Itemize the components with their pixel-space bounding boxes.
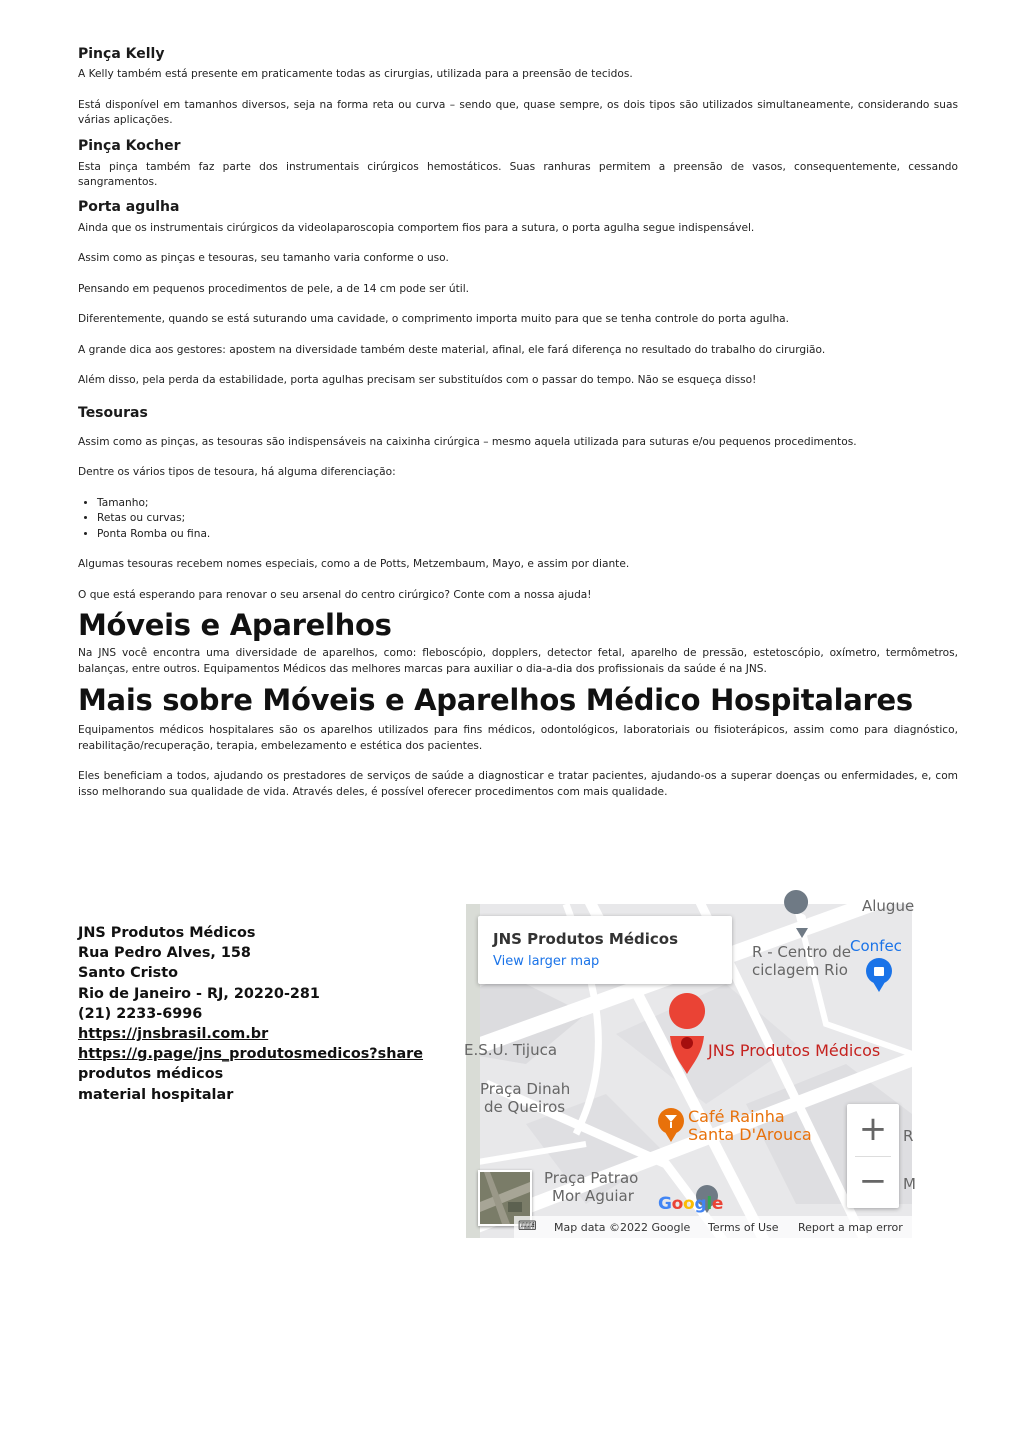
map-info-card	[478, 916, 732, 984]
porta-paragraph-3: Pensando em pequenos procedimentos de pele, a de 14 cm pode ser útil.	[78, 282, 470, 295]
address-street: Rua Pedro Alves, 158	[78, 945, 251, 962]
map-label-cafe-2: Santa D'Arouca	[688, 1125, 812, 1144]
tesouras-list	[78, 496, 958, 543]
map-info-title: JNS Produtos Médicos	[493, 930, 679, 948]
map-footer	[514, 1216, 912, 1238]
map-label-m: M	[903, 1175, 916, 1193]
map-label-r: R	[903, 1127, 914, 1145]
address-city: Rio de Janeiro - RJ, 20220-281	[78, 985, 320, 1002]
map-label-confec: Confec	[850, 937, 902, 955]
moveis-paragraph-1: Na JNS você encontra uma diversidade de aparelhos, como: fleboscópio, dopplers, detector fetal, aparelho de pressão, estetoscópio, oxímetro, termômetros, balanças, entre outros. Equipamentos Médicos das melhores marcas para auxiliar o dia-a-dia dos profissionais da saúde é na JNS.	[78, 647, 958, 675]
mais-paragraph-2: Eles beneficiam a todos, ajudando os prestadores de serviços de saúde a diagnosticar e tratar pacientes, ajudando-os a superar doenças ou enfermidades, e, com isso melhorando sua qualidade de vida. Através deles, é possível oferecer procedimentos com mais qualidade.	[78, 770, 958, 798]
kocher-paragraph-1: Esta pinça também faz parte dos instrumentais cirúrgicos hemostáticos. Suas ranhuras permitem a preensão de vasos, consequentemente, cessando sangramentos.	[78, 160, 958, 188]
tesouras-paragraph-3: Algumas tesouras recebem nomes especiais, como a de Potts, Metzembaum, Mayo, e assim por diante.	[78, 558, 630, 570]
list-item: • Retas ou curvas;	[97, 511, 958, 527]
section-title-kocher: Pinça Kocher	[78, 137, 181, 154]
section-title-kelly: Pinça Kelly	[78, 46, 165, 62]
kelly-paragraph-2: Está disponível em tamanhos diversos, seja na forma reta ou curva – sendo que, quase sempre, os dois tipos são utilizados simultaneamente, considerando suas várias aplicações.	[78, 98, 958, 126]
porta-paragraph-4: Diferentemente, quando se está suturando uma cavidade, o comprimento importa muito para que se tenha controle do porta agulha.	[78, 313, 790, 325]
map-label-centro-2: ciclagem Rio	[752, 961, 848, 979]
address-district: Santo Cristo	[78, 965, 179, 982]
website-link[interactable]: https://jnsbrasil.com.br	[78, 1026, 269, 1043]
porta-paragraph-6: Além disso, pela perda da estabilidade, porta agulhas precisam ser substituídos com o passar do tempo. Não se esqueça disso!	[78, 374, 757, 386]
heading-moveis-aparelhos: Móveis e Aparelhos	[78, 608, 392, 642]
phone-number: (21) 2233-6996	[78, 1005, 203, 1022]
heading-mais-sobre: Mais sobre Móveis e Aparelhos Médico Hospitalares	[78, 683, 913, 717]
map-label-praca-patrao-1: Praça Patrao	[544, 1169, 639, 1187]
map-label-praca-dinah-2: de Queiros	[484, 1098, 566, 1116]
view-larger-map-link[interactable]: View larger map	[493, 954, 600, 969]
section-title-tesouras: Tesouras	[78, 404, 148, 421]
embedded-map[interactable]	[464, 897, 916, 1238]
map-zoom-controls	[847, 1104, 899, 1208]
section-title-porta-agulha: Porta agulha	[78, 198, 180, 215]
map-label-praca-dinah-1: Praça Dinah	[480, 1080, 571, 1098]
zoom-in-button[interactable]: +	[858, 1109, 888, 1149]
list-item: • Tamanho;	[97, 496, 958, 512]
tesouras-paragraph-4: O que está esperando para renovar o seu arsenal do centro cirúrgico? Conte com a nossa ajuda!	[78, 588, 592, 601]
google-logo: Google	[658, 1194, 724, 1214]
report-map-error-link[interactable]: Report a map error	[798, 1221, 903, 1234]
mais-paragraph-1: Equipamentos médicos hospitalares são os aparelhos utilizados para fins médicos, odontológicos, laboratoriais ou fisioterápicos, assim como para diagnóstico, reabilitação/recuperação, terapia, embelezamento e estética dos pacientes.	[78, 724, 958, 752]
keyboard-icon[interactable]: ⌨	[518, 1219, 537, 1234]
contact-block	[78, 923, 438, 1105]
tesouras-paragraph-2: Dentre os vários tipos de tesoura, há alguma diferenciação:	[78, 466, 396, 478]
porta-paragraph-1: Ainda que os instrumentais cirúrgicos da videolaparoscopia comportem fios para a sutura, o porta agulha segue indispensável.	[78, 221, 755, 234]
tag-material-hospitalar: material hospitalar	[78, 1086, 234, 1103]
porta-paragraph-5: A grande dica aos gestores: apostem na diversidade também deste material, afinal, ele fará diferença no resultado do trabalho do cirurgião.	[78, 343, 826, 356]
terms-of-use-link[interactable]: Terms of Use	[708, 1221, 779, 1234]
google-page-link[interactable]: https://g.page/jns_produtosmedicos?share	[78, 1046, 424, 1063]
company-name: JNS Produtos Médicos	[78, 925, 256, 941]
zoom-out-button[interactable]: −	[858, 1161, 888, 1201]
list-item: • Ponta Romba ou fina.	[97, 527, 958, 543]
map-label-top: Alugue	[862, 897, 915, 915]
tesouras-paragraph-1: Assim como as pinças, as tesouras são indispensáveis na caixinha cirúrgica – mesmo aquela utilizada para suturas e/ou pequenos procedimentos.	[78, 435, 857, 448]
article-content	[78, 46, 958, 800]
map-label-praca-patrao-2: Mor Aguiar	[552, 1187, 634, 1205]
map-label-esu-tijuca: E.S.U. Tijuca	[464, 1041, 558, 1059]
map-label-jns: JNS Produtos Médicos	[708, 1041, 881, 1060]
map-data-attribution: Map data ©2022 Google	[554, 1221, 691, 1234]
porta-paragraph-2: Assim como as pinças e tesouras, seu tamanho varia conforme o uso.	[78, 252, 449, 264]
tag-produtos-medicos: produtos médicos	[78, 1066, 224, 1083]
map-label-cafe-1: Café Rainha	[688, 1107, 785, 1126]
map-label-centro-1: R - Centro de	[752, 943, 851, 961]
kelly-paragraph-1: A Kelly também está presente em praticamente todas as cirurgias, utilizada para a preensão de tecidos.	[78, 68, 633, 80]
